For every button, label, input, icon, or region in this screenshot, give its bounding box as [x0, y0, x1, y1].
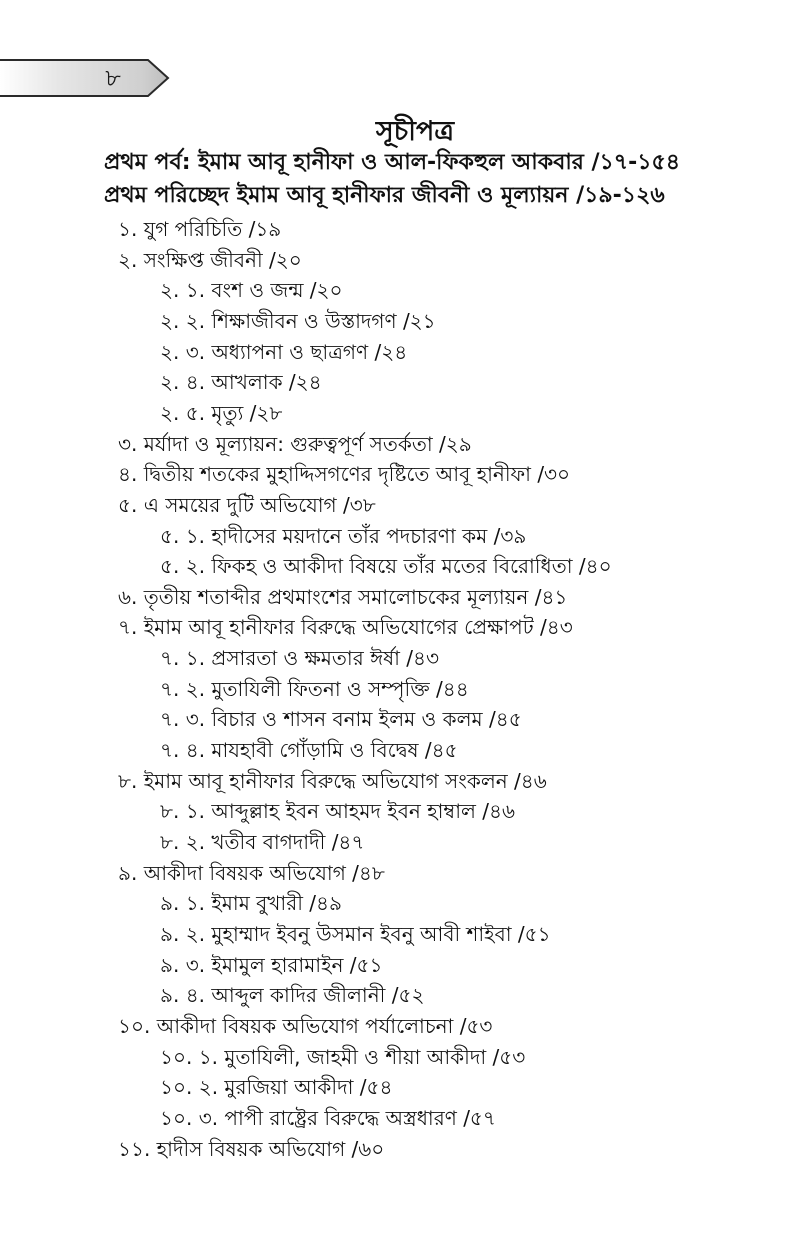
toc-entry: ৪. দ্বিতীয় শতকের মুহাদ্দিসগণের দৃষ্টিতে আবূ হানীফা /৩০ [118, 462, 571, 487]
part-heading: প্রথম পর্ব: ইমাম আবূ হানীফা ও আল-ফিকহুল আকবার /১৭-১৫৪ [104, 150, 681, 175]
toc-title: সূচীপত্র [375, 116, 455, 147]
toc-entry: ২. সংক্ষিপ্ত জীবনী /২০ [118, 247, 302, 272]
toc-entry: ৭. ১. প্রসারতা ও ক্ষমতার ঈর্ষা /৪৩ [160, 646, 440, 671]
toc-entry: ২. ১. বংশ ও জন্ম /২০ [160, 278, 343, 303]
toc-entry: ২. ৫. মৃত্যু /২৮ [160, 400, 283, 425]
toc-entry: ১০. ২. মুরজিয়া আকীদা /৫৪ [160, 1075, 393, 1100]
toc-entry: ৭. ইমাম আবূ হানীফার বিরুদ্ধে অভিযোগের প্রেক্ষাপট /৪৩ [118, 615, 573, 640]
toc-entry: ২. ৩. অধ্যাপনা ও ছাত্রগণ /২৪ [160, 339, 408, 364]
toc-entry: ৮. ২. খতীব বাগদাদী /৪৭ [160, 830, 365, 854]
toc-entry: ৯. আকীদা বিষয়ক অভিযোগ /৪৮ [118, 860, 385, 885]
chapter-heading: প্রথম পরিচ্ছেদ ইমাম আবূ হানীফার জীবনী ও মূল্যায়ন /১৯-১২৬ [104, 183, 665, 208]
toc-entry: ৯. ৩. ইমামুল হারামাইন /৫১ [160, 952, 383, 977]
toc-entry: ৯. ৪. আব্দুল কাদির জীলানী /৫২ [160, 983, 425, 1008]
toc-entry: ৬. তৃতীয় শতাব্দীর প্রথমাংশের সমালোচকের মূল্যায়ন /৪১ [118, 584, 568, 609]
toc-entry: ৫. ২. ফিকহ ও আকীদা বিষয়ে তাঁর মতের বিরোধিতা /৪০ [160, 554, 612, 579]
toc-entry: ১১. হাদীস বিষয়ক অভিযোগ /৬০ [118, 1136, 385, 1161]
page-number: ৮ [105, 64, 121, 92]
toc-entry: ৯. ১. ইমাম বুখারী /৪৯ [160, 891, 342, 916]
page-tab-arrow-shape [0, 58, 170, 98]
toc-entry: ৮. ইমাম আবূ হানীফার বিরুদ্ধে অভিযোগ সংকলন /৪৬ [118, 768, 547, 793]
toc-entry: ৭. ৪. মাযহাবী গোঁড়ামি ও বিদ্বেষ /৪৫ [160, 738, 458, 763]
toc-entry: ২. ৪. আখলাক /২৪ [160, 370, 322, 395]
toc-entry: ৩. মর্যাদা ও মূল্যায়ন: গুরুত্বপূর্ণ সতর্কতা /২৯ [118, 431, 472, 456]
toc-entry: ১. যুগ পরিচিতি /১৯ [118, 217, 282, 241]
toc-entry: ১০. ৩. পাপী রাষ্ট্রের বিরুদ্ধে অস্ত্রধারণ /৫৭ [160, 1105, 496, 1130]
page-number-tab [0, 58, 170, 98]
toc-entry: ৫. এ সময়ের দুটি অভিযোগ /৩৮ [118, 492, 376, 517]
toc-entry: ৭. ২. মুতাযিলী ফিতনা ও সম্পৃক্তি /৪৪ [160, 676, 469, 701]
toc-entry: ৯. ২. মুহাম্মাদ ইবনু উসমান ইবনু আবী শাইবা /৫১ [160, 921, 551, 946]
toc-entry: ৫. ১. হাদীসের ময়দানে তাঁর পদচারণা কম /৩৯ [160, 523, 527, 548]
toc-entry: ৭. ৩. বিচার ও শাসন বনাম ইলম ও কলম /৪৫ [160, 707, 522, 732]
toc-entry: ২. ২. শিক্ষাজীবন ও উস্তাদগণ /২১ [160, 308, 436, 333]
toc-entry: ১০. ১. মুতাযিলী, জাহমী ও শীয়া আকীদা /৫৩ [160, 1044, 526, 1069]
toc-entry: ৮. ১. আব্দুল্লাহ ইবন আহমদ ইবন হাম্বাল /৪৬ [160, 799, 515, 824]
toc-entry: ১০. আকীদা বিষয়ক অভিযোগ পর্যালোচনা /৫৩ [118, 1013, 493, 1038]
